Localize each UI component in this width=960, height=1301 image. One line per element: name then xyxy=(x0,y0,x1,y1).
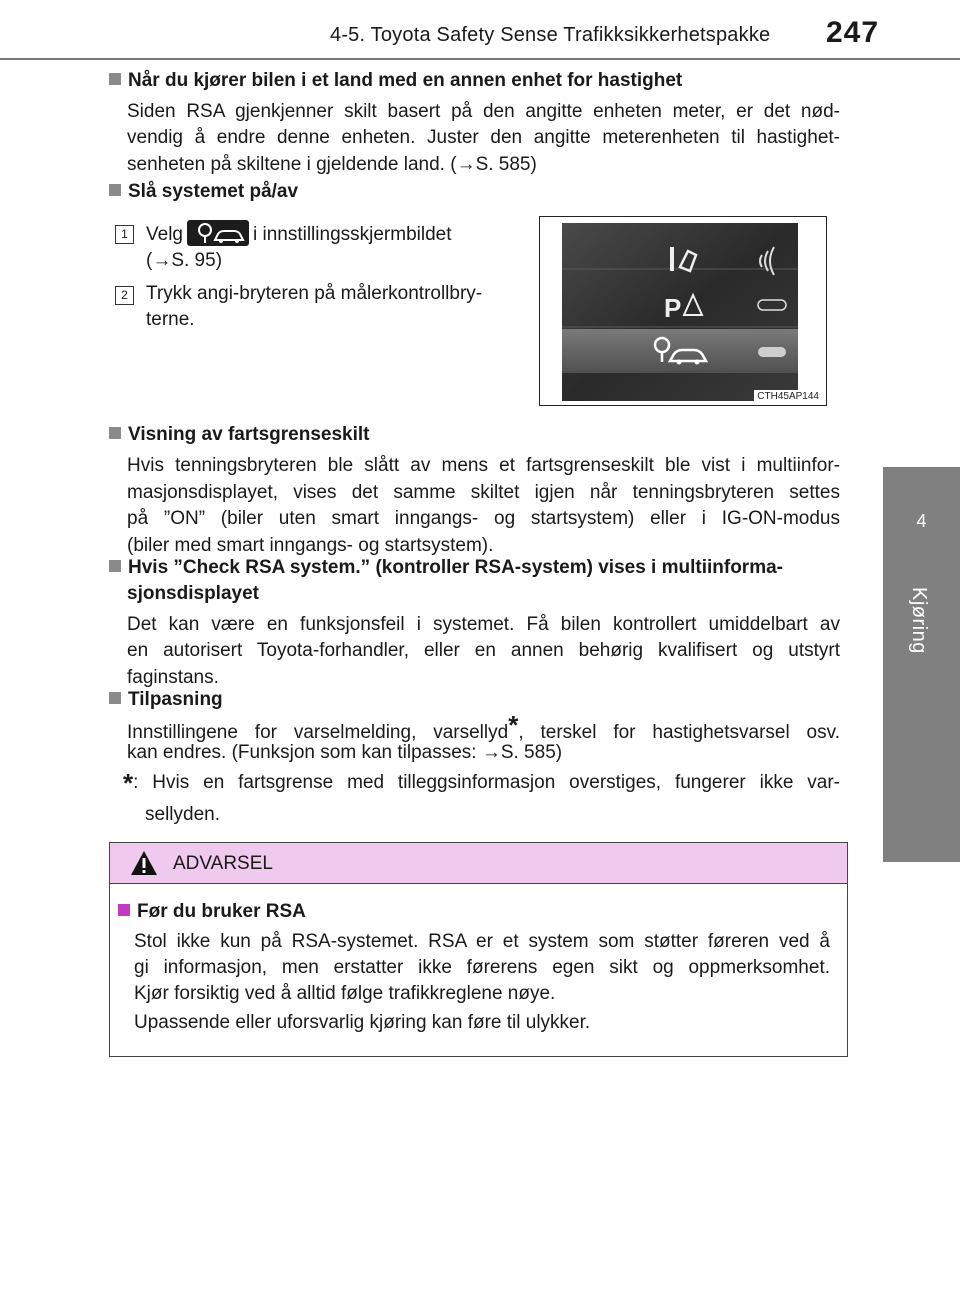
heading-speed-sign-display xyxy=(109,424,369,446)
text-line: senheten på skiltene i gjeldende land. (→S. 585) xyxy=(127,154,537,175)
text-line: Kjør forsiktig ved å alltid følge trafikkreglene nøye. xyxy=(134,983,556,1004)
heading-text: Når du kjører bilen i et land med en annen enhet for hastighet xyxy=(128,70,683,91)
footnote-text: : Hvis en fartsgrense med tilleggsinformasjon overstiges, fungerer ikke var- xyxy=(133,772,840,793)
text-line: Det kan være en funksjonsfeil i systemet. Få bilen kontrollert umiddelbart av xyxy=(127,614,840,635)
display-illustration xyxy=(540,217,826,405)
paragraph-customization xyxy=(127,740,840,767)
heading-check-rsa xyxy=(109,557,783,579)
bullet-square-icon xyxy=(109,184,121,196)
chapter-tab xyxy=(883,467,960,862)
chapter-label: Kjøring xyxy=(908,587,930,654)
footnote-cont xyxy=(145,800,862,829)
section-title: 4-5. Toyota Safety Sense Trafikksikkerhetspakke xyxy=(330,24,771,46)
settings-screen-figure xyxy=(539,216,827,406)
bullet-square-icon xyxy=(118,904,130,916)
heading-text: sjonsdisplayet xyxy=(127,583,259,604)
warning-subheading-text: Før du bruker RSA xyxy=(137,901,306,922)
asterisk-mark: * xyxy=(508,710,519,740)
step-number-2: 2 xyxy=(115,286,134,305)
footnote-text: sellyden. xyxy=(145,804,220,825)
bullet-square-icon xyxy=(109,73,121,85)
bullet-square-icon xyxy=(109,560,121,572)
text-line: Innstillingene for varselmelding, varsellyd xyxy=(127,722,509,743)
heading-text: Visning av fartsgrenseskilt xyxy=(128,424,370,445)
text-line: (biler med smart inngangs- og startsystem). xyxy=(127,535,494,556)
heading-text: Hvis ”Check RSA system.” (kontroller RSA-system) vises i multiinforma- xyxy=(128,557,783,578)
rsa-sign-car-icon xyxy=(187,220,249,246)
bullet-square-icon xyxy=(109,692,121,704)
heading-speed-unit xyxy=(109,70,682,92)
heading-check-rsa-cont xyxy=(127,583,259,605)
text-line: Siden RSA gjenkjenner skilt basert på den angitte enheten meter, er det nød- xyxy=(127,101,840,122)
heading-text: Tilpasning xyxy=(128,689,223,710)
paragraph-display xyxy=(127,533,840,560)
step-text-part: (→S. 95) xyxy=(146,250,223,271)
footnote-star: * xyxy=(123,768,134,798)
text-line: masjonsdisplayet, vises det samme skiltet igjen når tenningsbryteren settes xyxy=(127,482,840,503)
text-line: Hvis tenningsbryteren ble slått av mens et fartsgrenseskilt ble vist i multiinfor- xyxy=(127,455,840,476)
warning-title: ADVARSEL xyxy=(173,853,273,874)
text-line: Stol ikke kun på RSA-systemet. RSA er et system som støtter føreren ved å xyxy=(134,931,830,952)
warning-triangle-icon xyxy=(130,850,158,876)
warning-text xyxy=(134,981,830,1008)
warning-header xyxy=(110,843,847,884)
step-text-part: terne. xyxy=(146,309,195,330)
text-line: kan endres. (Funksjon som kan tilpasses: →S. 585) xyxy=(127,742,563,763)
svg-text:P: P xyxy=(664,293,682,323)
figure-caption: CTH45AP144 xyxy=(754,390,822,403)
step-2-text xyxy=(146,281,524,333)
chapter-number: 4 xyxy=(916,511,927,531)
step-text-part: Velg xyxy=(146,224,183,245)
step-number-1: 1 xyxy=(115,225,134,244)
step-text-part: Trykk angi-bryteren på målerkontrollbry- xyxy=(146,283,483,304)
warning-subheading xyxy=(118,901,306,923)
warning-box xyxy=(109,842,848,1057)
bullet-square-icon xyxy=(109,427,121,439)
step-text-part: i innstillingsskjermbildet xyxy=(252,224,452,245)
heading-system-onoff xyxy=(109,181,298,203)
paragraph-speed-unit xyxy=(127,152,840,179)
text-line: gi informasjon, men erstatter ikke førerens egen sikt og oppmerksomhet. xyxy=(134,957,830,978)
header-divider xyxy=(0,58,960,60)
heading-text: Slå systemet på/av xyxy=(128,181,299,202)
heading-customization xyxy=(109,689,223,711)
text-line: på ”ON” (biler uten smart inngangs- og startsystem) eller i IG-ON-modus xyxy=(127,508,840,529)
warning-text-last xyxy=(134,1010,830,1037)
page-number: 247 xyxy=(826,16,880,49)
text-line: vendig å endre denne enheten. Juster den angitte meterenheten til hastighet- xyxy=(127,127,840,148)
text-line: , terskel for hastighetsvarsel osv. xyxy=(518,722,840,743)
paragraph-check xyxy=(127,665,840,692)
text-line: en autorisert Toyota-forhandler, eller en annen behørig kvalifisert og utstyrt xyxy=(127,640,840,661)
step-1-text xyxy=(146,220,524,274)
text-line: Upassende eller uforsvarlig kjøring kan føre til ulykker. xyxy=(134,1012,591,1033)
text-line: faginstans. xyxy=(127,667,219,688)
